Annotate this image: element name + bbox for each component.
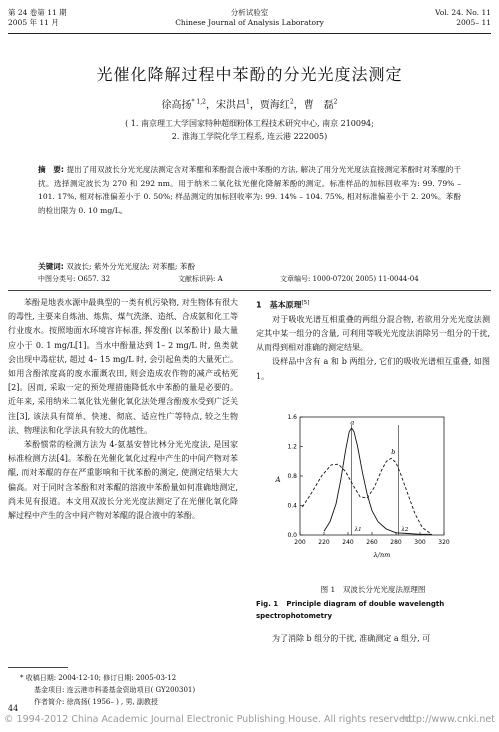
keywords-text: 双波长; 紫外分光光度法; 对苯醌; 苯酚	[66, 262, 196, 271]
clc-number: 中图分类号: O657. 32	[38, 275, 111, 283]
abstract-text: 提出了用双波长分光光度法测定含对苯醌和苯酚混合液中苯酚的方法, 解决了用分光光度法直接测定苯酚时对苯醌的干扰。选择测定波长为 270 和 292 nm。用于纳米二氧化钛光催化降解苯酚的测定。标准样品的加标回收率为: 99. 79% – 101. 17%, 相对标准偏差小于 0. 50%; 样品测定的加标回收率为: 99. 14% – 104. 75%, 相对标准偏差小于 2. 20%。苯酚的检出限为 0. 10 mg/L。	[38, 165, 461, 215]
principle-paragraph-2: 设样品中含有 a 和 b 两组分, 它们的吸收光谱相互重叠, 如图1。	[256, 357, 490, 381]
y-tick-label: 0.0	[287, 532, 297, 539]
classification-line	[38, 274, 461, 284]
journal-name-cn: 分析试验室	[230, 8, 269, 17]
figure-caption-cn: 图 1 双波长分光光度法原理图	[320, 585, 426, 594]
x-axis-label: λ/nm	[373, 551, 391, 559]
series-line-a	[324, 428, 432, 534]
keywords-label: 关键词:	[38, 262, 64, 271]
right-column	[256, 296, 490, 384]
left-column	[8, 296, 238, 523]
section-heading	[256, 296, 490, 313]
continuation-text: 为了消除 b 组分的干扰, 准确测定 a 组分, 可	[272, 634, 431, 643]
header-right	[435, 8, 491, 28]
page-number: 44	[8, 704, 19, 713]
section-title: 1 基本原理	[256, 300, 302, 310]
affiliation-1: ( 1. 南京理工大学国家特种超细粉体工程技术研究中心, 南京 210094;	[125, 119, 374, 128]
footnote-author: 作者简介: 徐高扬( 1956– ) , 男, 副教授	[34, 698, 158, 706]
paper-title: 光催化降解过程中苯酚的分光光度法测定	[96, 65, 403, 84]
affiliation-2: 2. 淮海工学院化学工程系, 连云港 222005)	[171, 132, 328, 141]
x-tick-label: 320	[438, 539, 450, 546]
series-line-b	[302, 458, 429, 533]
figure-caption-en	[256, 598, 490, 622]
y-axis-label: A	[275, 476, 281, 484]
wavelength-marker-label: λ2	[401, 527, 409, 533]
figure-caption-en-label: Fig. 1	[256, 600, 279, 608]
volume-cn: 第 24 卷第 11 期	[8, 8, 67, 17]
author-3: ，贾海红	[249, 100, 290, 111]
author-1-sup: * 1,2	[191, 98, 206, 106]
article-id: 文章编号: 1000-0720( 2005) 11-0044-04	[280, 275, 419, 283]
copyright-url: http://www.cnki.net	[402, 714, 495, 725]
curve-label-a: a	[350, 418, 355, 427]
y-tick-label: 1.6	[287, 414, 297, 421]
date-en: 2005– 11	[456, 18, 491, 27]
x-tick-label: 220	[318, 539, 330, 546]
y-tick-label: 0.8	[287, 473, 297, 480]
intro-paragraph-1: 苯酚是地表水源中最典型的一类有机污染物, 对生物体有很大的毒性, 主要来自炼油、炼焦、煤气洗涤、造纸、合成氨和化工等行业废水。按照地面水环境容许标准, 挥发酚( 以苯酚计) 最大量应小于 0. 1 mg/L[1]。当水中酚量达到 1– 2 mg/L 时, 鱼类就会出现中毒症状, 超过 4– 15 mg/L 时, 会引起鱼类的大量死亡。如用含酚浓度高的废水灌溉农田, 则会造成农作物的减产或枯死[2]。因而, 采取一定的预处理措施降低水中苯酚的量是必要的。近年来, 采用纳米二氧化钛光催化氧化法处理含酚废水受到广泛关注[3], 该法具有简单、快速、彻底、适应性广等特点, 较之生物法、物理法和化学法具有较大的优越性。	[8, 298, 238, 435]
y-tick-label: 0.4	[287, 502, 297, 510]
x-tick-label: 240	[342, 539, 354, 546]
footnote-fund: 基金项目: 连云港市科委基金资助项目( GY200301)	[34, 686, 196, 694]
copyright-watermark	[4, 714, 495, 725]
abstract-label: 摘 要:	[38, 165, 64, 174]
date-cn: 2005 年 11 月	[8, 18, 59, 27]
author-1: 徐高扬	[161, 100, 192, 111]
abstract	[38, 163, 461, 217]
author-4-sup: 2	[333, 98, 338, 106]
y-tick-label: 1.2	[287, 443, 297, 451]
x-tick-label: 300	[414, 539, 426, 546]
x-tick-label: 260	[366, 539, 378, 546]
footnote-rule	[8, 667, 68, 668]
x-tick-label: 200	[294, 539, 306, 546]
x-tick-label: 280	[390, 539, 402, 546]
document-code: 文献标识码: A	[178, 275, 223, 283]
author-line	[0, 96, 499, 111]
wavelength-marker-label: λ1	[354, 527, 362, 533]
footnote	[20, 672, 195, 708]
copyright-text: © 1994-2012 China Academic Journal Electronic Publishing House. All rights reserved.	[4, 714, 414, 725]
author-3-sup: 2	[289, 98, 294, 106]
absorption-spectrum-chart	[256, 405, 490, 575]
header-rule	[8, 33, 491, 34]
keywords	[38, 261, 461, 272]
journal-name-en: Chinese Journal of Analysis Laboratory	[175, 18, 324, 27]
principle-paragraph-1: 对于吸收光谱互相重叠的两组分混合物, 若欲用分光光度法测定其中某一组分的含量, 可利用等吸光光度法消除另一组分的干扰, 从而得到相对准确的测定结果。	[256, 314, 490, 353]
running-header	[8, 8, 491, 32]
author-2: ，宋洪昌	[205, 100, 246, 111]
author-2-sup: 1	[245, 98, 250, 106]
figure-caption-en-text: Principle diagram of double wavelength spectrophotometry	[256, 600, 445, 620]
section-ref: [5]	[301, 300, 310, 306]
body-rule	[8, 290, 491, 291]
intro-paragraph-2: 苯酚惯常的检测方法为 4-氨基安替比林分光光度法, 是国家标准检测方法[4]。苯酚在光催化氧化过程中产生的中间产物对苯醌, 而对苯醌的存在严重影响和干扰苯酚的测定, 使测定结果大大偏高。对于同时含苯酚和对苯醌的溶液中苯酚量如何准确地测定, 尚未见有报道。本文用双波长分光光度法测定了在光催化氧化降解过程中产生的含中间产物对苯醌的混合液中的苯酚。	[8, 440, 238, 521]
author-4: ，曹 磊	[293, 100, 334, 111]
curve-label-b: b	[391, 447, 396, 456]
volume-en: Vol. 24. No. 11	[435, 8, 491, 17]
footnote-received: * 收稿日期: 2004-12-10; 修订日期: 2005-03-12	[20, 674, 177, 682]
header-center	[8, 8, 491, 28]
